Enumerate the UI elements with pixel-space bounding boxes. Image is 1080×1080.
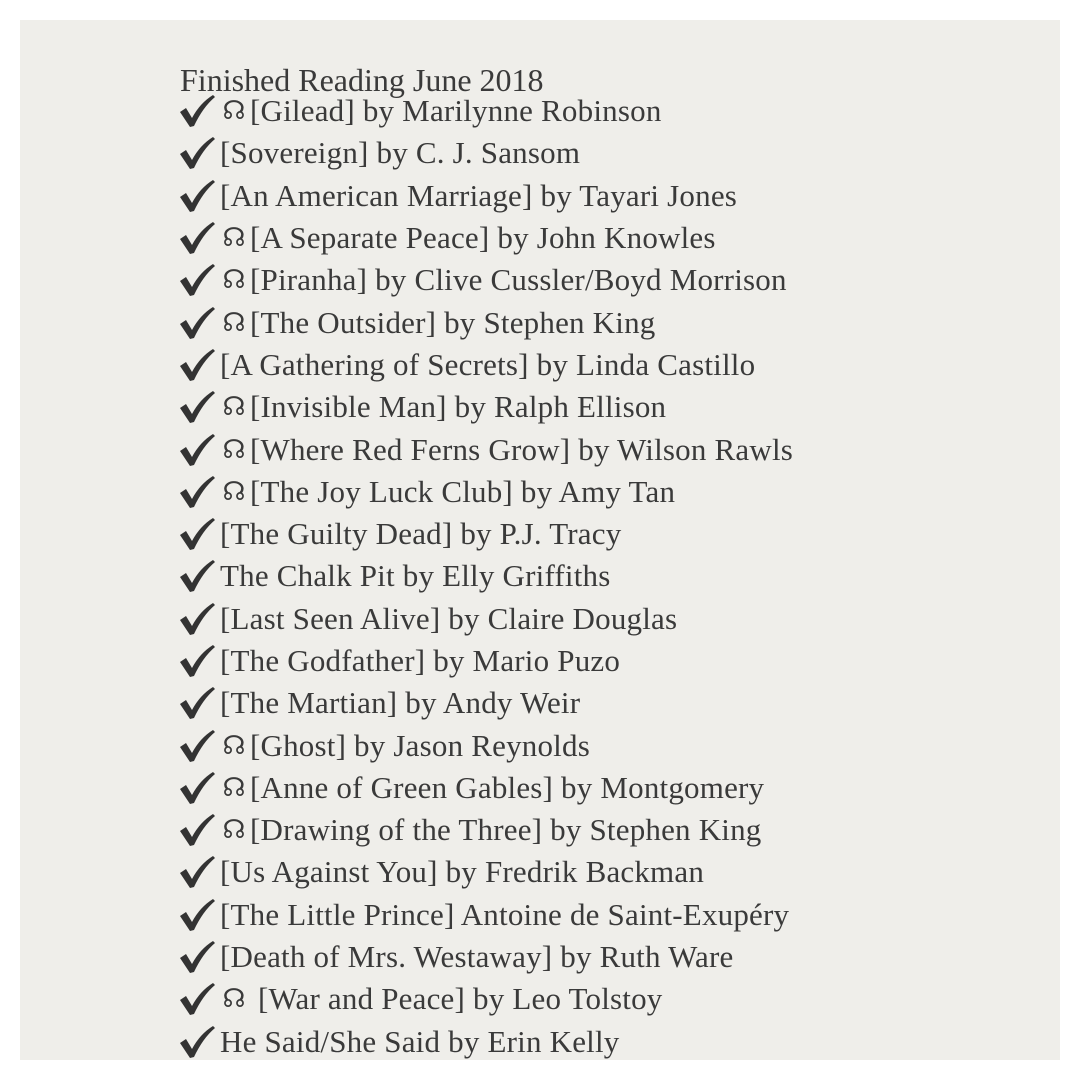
book-entry-text: The Chalk Pit by Elly Griffiths [220,558,611,594]
checkmark-icon [178,559,216,593]
headphones-icon: ☊ [222,434,246,465]
checkmark-icon [178,136,216,170]
book-entry-text: [The Godfather] by Mario Puzo [220,643,621,678]
list-item [178,132,793,174]
list-item [178,301,793,343]
book-entry-text: [The Little Prince] Antoine de Saint-Exupéry [220,896,790,932]
checkmark-icon [178,729,216,763]
list-item [178,555,793,597]
book-entry-text: [The Joy Luck Club] by Amy Tan [250,473,676,509]
page-title: Finished Reading June 2018 [180,62,544,98]
list-item [178,471,793,513]
list-item [178,513,793,555]
checkmark-icon [178,898,216,932]
book-entry-text: [Gilead] by Marilynne Robinson [250,93,662,129]
checkmark-icon [178,475,216,509]
checkmark-icon [178,602,216,636]
checkmark-icon [178,813,216,847]
list-item [178,259,793,301]
checkmark-icon [178,771,216,805]
checkmark-icon [178,982,216,1016]
list-item [178,640,793,682]
checkmark-icon [178,390,216,424]
book-entry-text: [Drawing of the Three] by Stephen King [250,812,762,848]
checkmark-icon [178,179,216,213]
book-entry-text: [Where Red Ferns Grow] by Wilson Rawls [250,431,794,467]
list-item [178,428,793,470]
book-entry-text: [Ghost] by Jason Reynolds [250,727,590,763]
list-item [178,90,793,132]
book-entry-text: [Last Seen Alive] by Claire Douglas [220,600,678,636]
book-entry-text: [The Outsider] by Stephen King [250,304,656,340]
book-entry-text: [War and Peace] by Leo Tolstoy [258,981,663,1017]
headphones-icon: ☊ [222,96,246,127]
checkmark-icon [178,94,216,128]
list-item [178,386,793,428]
book-entry-text: [Anne of Green Gables] by Montgomery [250,769,765,805]
list-item [178,978,793,1020]
checkmark-icon [178,644,216,678]
book-entry-text: [A Gathering of Secrets] by Linda Castillo [220,346,756,382]
checkmark-icon [178,686,216,720]
headphones-icon: ☊ [222,307,246,338]
headphones-icon: ☊ [222,984,246,1015]
book-entry-text: [Sovereign] by C. J. Sansom [220,135,581,171]
book-entry-text: [Piranha] by Clive Cussler/Boyd Morrison [250,262,787,298]
checkmark-icon [178,433,216,467]
checkmark-icon [178,348,216,382]
list-item [178,682,793,724]
headphones-icon: ☊ [222,392,246,423]
list-item [178,175,793,217]
list-item [178,724,793,766]
headphones-icon: ☊ [222,772,246,803]
list-item [178,217,793,259]
list-item [178,767,793,809]
checkmark-icon [178,517,216,551]
book-entry-text: [The Guilty Dead] by P.J. Tracy [220,516,622,552]
book-list [178,90,793,1063]
checkmark-icon [178,221,216,255]
checkmark-icon [178,940,216,974]
list-item [178,344,793,386]
list-item [178,598,793,640]
list-item [178,851,793,893]
book-entry-text: [An American Marriage] by Tayari Jones [220,177,738,213]
book-entry-text: [Invisible Man] by Ralph Ellison [250,389,667,425]
headphones-icon: ☊ [222,223,246,254]
checkmark-icon [178,263,216,297]
headphones-icon: ☊ [222,476,246,507]
list-item [178,936,793,978]
book-entry-text: [Death of Mrs. Westaway] by Ruth Ware [220,939,734,975]
checkmark-icon [178,855,216,889]
list-item [178,809,793,851]
headphones-icon: ☊ [222,815,246,846]
headphones-icon: ☊ [222,265,246,296]
book-entry-text: [A Separate Peace] by John Knowles [250,220,716,256]
book-entry-text: [Us Against You] by Fredrik Backman [220,854,705,890]
list-item [178,1021,793,1063]
book-entry-text: He Said/She Said by Erin Kelly [220,1023,620,1059]
list-item [178,894,793,936]
checkmark-icon [178,1025,216,1059]
reading-list-card [20,20,1060,1060]
headphones-icon: ☊ [222,730,246,761]
checkmark-icon [178,306,216,340]
book-entry-text: [The Martian] by Andy Weir [220,685,581,721]
